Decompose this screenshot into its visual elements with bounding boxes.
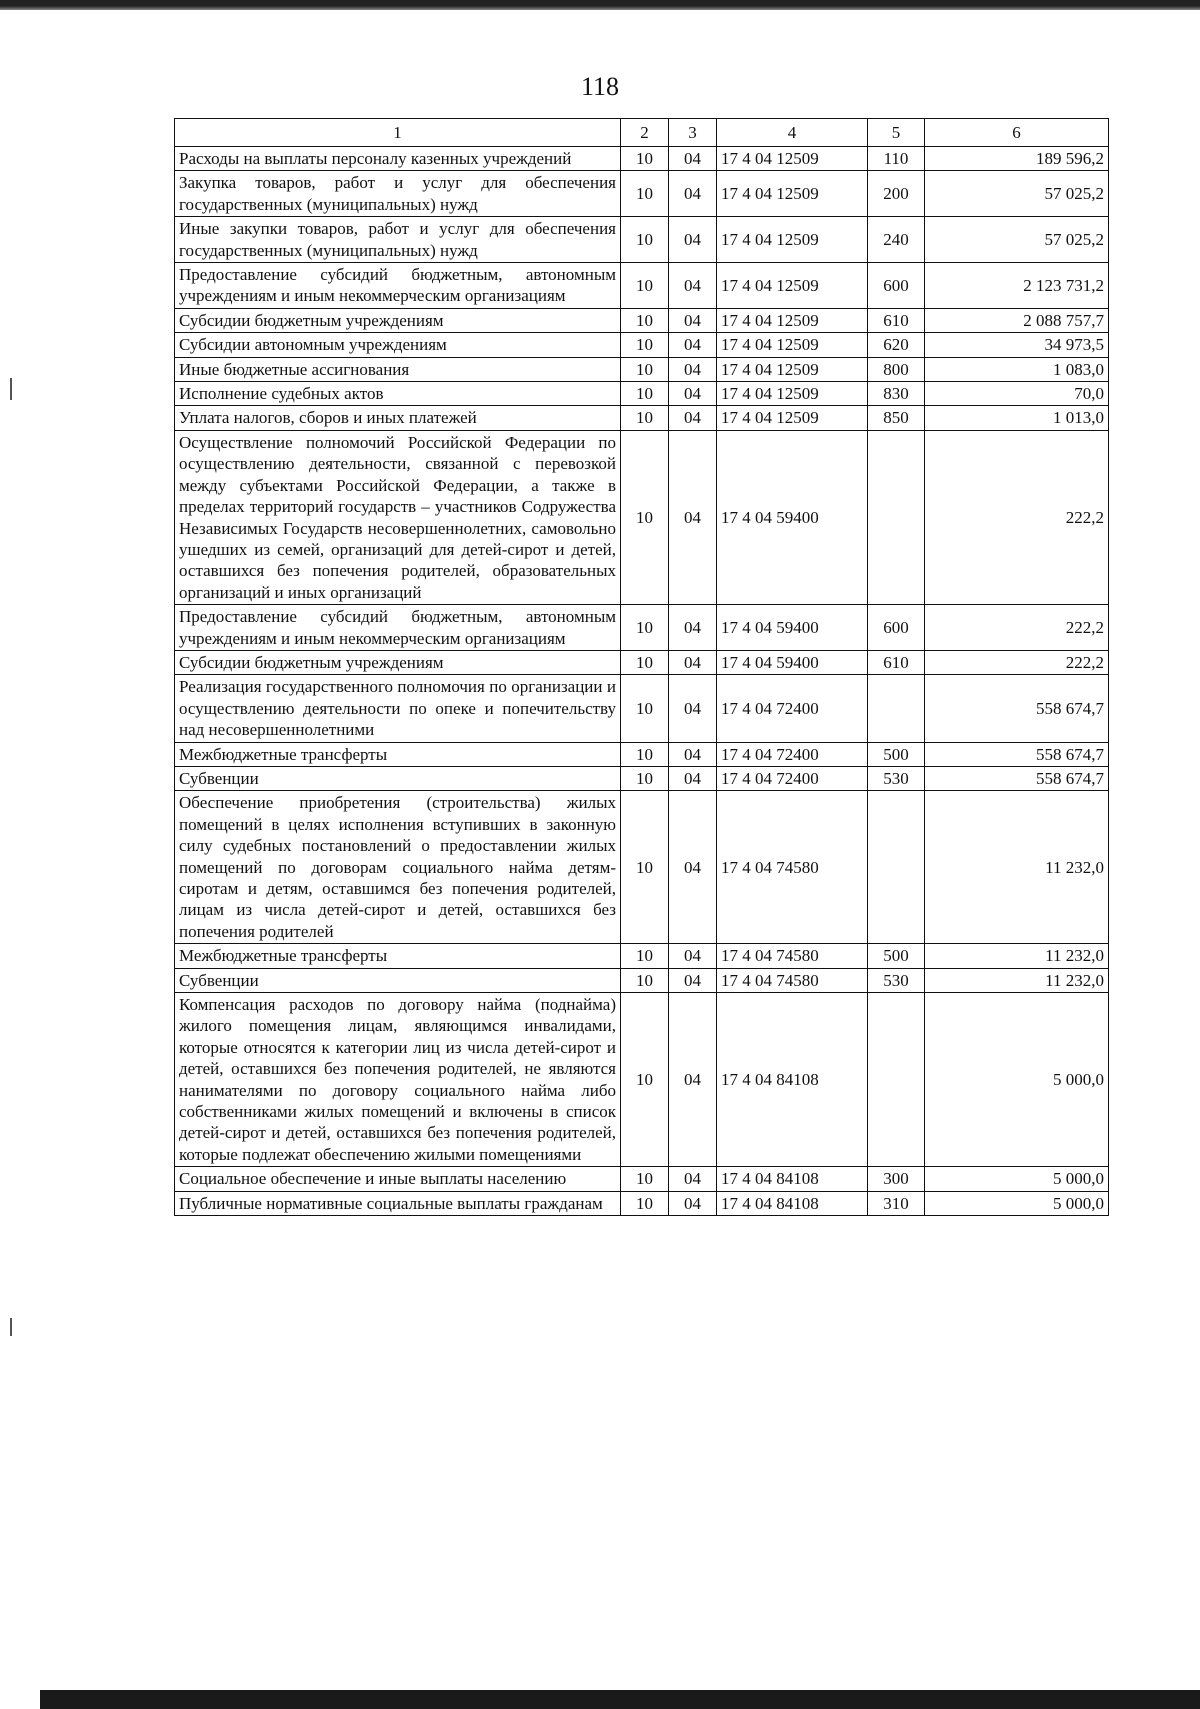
row-amount: 222,2 [925,650,1109,674]
row-subsection: 04 [669,171,717,217]
table-row [175,993,1109,1167]
header-cell: 5 [868,119,925,147]
row-name: Субсидии бюджетным учреждениям [175,308,621,332]
row-subsection: 04 [669,766,717,790]
row-section: 10 [621,650,669,674]
row-section: 10 [621,406,669,430]
row-name: Реализация государственного полномочия по организации и осуществлению деятельности по опеке и попечительству над несовершеннолетними [175,675,621,742]
row-subsection: 04 [669,430,717,604]
row-section: 10 [621,993,669,1167]
row-target-code: 17 4 04 74580 [717,944,868,968]
header-cell: 3 [669,119,717,147]
row-name: Межбюджетные трансферты [175,742,621,766]
row-amount: 5 000,0 [925,1191,1109,1215]
row-subsection: 04 [669,217,717,263]
row-subsection: 04 [669,944,717,968]
row-name: Субвенции [175,968,621,992]
row-name: Компенсация расходов по договору найма (поднайма) жилого помещения лицам, являющимся инвалидами, которые относятся к категории лиц из числа детей-сирот и детей, оставшихся без попечения родителей, не являются нанимателями по договору социального найма либо собственниками жилых помещений и включены в список детей-сирот и детей, оставшихся без попечения родителей, которые подлежат обеспечению жилыми помещениями [175,993,621,1167]
row-target-code: 17 4 04 12509 [717,171,868,217]
row-amount: 11 232,0 [925,944,1109,968]
row-expense-type: 610 [868,650,925,674]
row-target-code: 17 4 04 12509 [717,308,868,332]
row-target-code: 17 4 04 59400 [717,605,868,651]
row-subsection: 04 [669,1191,717,1215]
row-amount: 558 674,7 [925,675,1109,742]
row-expense-type: 500 [868,944,925,968]
row-target-code: 17 4 04 72400 [717,742,868,766]
table-row [175,675,1109,742]
header-cell: 2 [621,119,669,147]
row-section: 10 [621,968,669,992]
header-cell: 4 [717,119,868,147]
table-row [175,406,1109,430]
row-name: Межбюджетные трансферты [175,944,621,968]
row-subsection: 04 [669,308,717,332]
table-row [175,171,1109,217]
row-amount: 5 000,0 [925,993,1109,1167]
row-section: 10 [621,605,669,651]
row-section: 10 [621,430,669,604]
table-row [175,742,1109,766]
row-expense-type: 300 [868,1167,925,1191]
row-section: 10 [621,766,669,790]
row-target-code: 17 4 04 84108 [717,993,868,1167]
row-subsection: 04 [669,650,717,674]
row-section: 10 [621,742,669,766]
row-target-code: 17 4 04 12509 [717,382,868,406]
row-target-code: 17 4 04 12509 [717,357,868,381]
row-expense-type: 240 [868,217,925,263]
row-target-code: 17 4 04 74580 [717,968,868,992]
row-amount: 222,2 [925,430,1109,604]
row-subsection: 04 [669,605,717,651]
row-expense-type: 530 [868,968,925,992]
row-amount: 2 088 757,7 [925,308,1109,332]
row-section: 10 [621,675,669,742]
row-subsection: 04 [669,742,717,766]
row-amount: 34 973,5 [925,333,1109,357]
row-amount: 70,0 [925,382,1109,406]
table-row [175,944,1109,968]
row-target-code: 17 4 04 72400 [717,675,868,742]
table-row [175,263,1109,309]
row-target-code: 17 4 04 12509 [717,217,868,263]
row-section: 10 [621,308,669,332]
row-amount: 1 013,0 [925,406,1109,430]
row-target-code: 17 4 04 84108 [717,1191,868,1215]
row-name: Субсидии бюджетным учреждениям [175,650,621,674]
row-expense-type: 830 [868,382,925,406]
row-section: 10 [621,791,669,944]
row-expense-type [868,993,925,1167]
row-expense-type [868,675,925,742]
row-amount: 5 000,0 [925,1167,1109,1191]
row-target-code: 17 4 04 12509 [717,263,868,309]
row-name: Субсидии автономным учреждениям [175,333,621,357]
row-target-code: 17 4 04 74580 [717,791,868,944]
row-section: 10 [621,171,669,217]
row-name: Иные бюджетные ассигнования [175,357,621,381]
row-subsection: 04 [669,791,717,944]
row-amount: 11 232,0 [925,968,1109,992]
table-row [175,430,1109,604]
row-amount: 57 025,2 [925,217,1109,263]
header-cell: 6 [925,119,1109,147]
row-name: Предоставление субсидий бюджетным, автономным учреждениям и иным некоммерческим организациям [175,605,621,651]
row-amount: 1 083,0 [925,357,1109,381]
row-target-code: 17 4 04 12509 [717,147,868,171]
table-row [175,147,1109,171]
row-section: 10 [621,147,669,171]
table-row [175,382,1109,406]
row-subsection: 04 [669,263,717,309]
row-name: Иные закупки товаров, работ и услуг для обеспечения государственных (муниципальных) нужд [175,217,621,263]
row-section: 10 [621,333,669,357]
row-name: Осуществление полномочий Российской Федерации по осуществлению деятельности, связанной с перевозкой между субъектами Российской Федерации, а также в пределах территорий государств – участников Содружества Независимых Государств несовершеннолетних, самовольно ушедших из семей, организаций для детей-сирот и детей, оставшихся без попечения родителей, образовательных организаций и иных организаций [175,430,621,604]
row-amount: 57 025,2 [925,171,1109,217]
row-section: 10 [621,217,669,263]
row-name: Расходы на выплаты персоналу казенных учреждений [175,147,621,171]
row-expense-type: 610 [868,308,925,332]
row-expense-type: 500 [868,742,925,766]
row-expense-type: 530 [868,766,925,790]
row-target-code: 17 4 04 12509 [717,333,868,357]
row-subsection: 04 [669,406,717,430]
table-row [175,217,1109,263]
row-name: Публичные нормативные социальные выплаты гражданам [175,1191,621,1215]
table-row [175,791,1109,944]
row-section: 10 [621,382,669,406]
row-subsection: 04 [669,333,717,357]
row-section: 10 [621,357,669,381]
budget-table [174,118,1109,1216]
row-name: Предоставление субсидий бюджетным, автономным учреждениям и иным некоммерческим организациям [175,263,621,309]
table-row [175,1191,1109,1215]
row-target-code: 17 4 04 72400 [717,766,868,790]
scan-left-mark [10,1318,12,1336]
row-section: 10 [621,944,669,968]
row-name: Закупка товаров, работ и услуг для обеспечения государственных (муниципальных) нужд [175,171,621,217]
row-name: Исполнение судебных актов [175,382,621,406]
row-subsection: 04 [669,968,717,992]
table-row [175,650,1109,674]
row-expense-type: 620 [868,333,925,357]
table-row [175,766,1109,790]
row-expense-type: 110 [868,147,925,171]
row-amount: 2 123 731,2 [925,263,1109,309]
row-target-code: 17 4 04 59400 [717,430,868,604]
row-target-code: 17 4 04 12509 [717,406,868,430]
row-expense-type [868,791,925,944]
row-target-code: 17 4 04 59400 [717,650,868,674]
scan-bottom-edge [40,1690,1200,1709]
row-amount: 222,2 [925,605,1109,651]
row-subsection: 04 [669,1167,717,1191]
row-expense-type: 600 [868,605,925,651]
row-amount: 11 232,0 [925,791,1109,944]
row-section: 10 [621,1191,669,1215]
scan-left-mark [10,378,12,400]
header-cell: 1 [175,119,621,147]
row-subsection: 04 [669,675,717,742]
table-row [175,605,1109,651]
row-amount: 189 596,2 [925,147,1109,171]
row-target-code: 17 4 04 84108 [717,1167,868,1191]
table-row [175,968,1109,992]
header-row [175,119,1109,147]
row-section: 10 [621,263,669,309]
row-subsection: 04 [669,993,717,1167]
table-row [175,308,1109,332]
table-row [175,333,1109,357]
row-expense-type [868,430,925,604]
row-name: Субвенции [175,766,621,790]
row-name: Обеспечение приобретения (строительства) жилых помещений в целях исполнения вступивших в законную силу судебных постановлений о предоставлении жилых помещений по договорам социального найма детям-сиротам и детям, оставшимся без попечения родителей, лицам из числа детей-сирот и детей, оставшихся без попечения родителей [175,791,621,944]
row-expense-type: 800 [868,357,925,381]
row-subsection: 04 [669,382,717,406]
row-expense-type: 310 [868,1191,925,1215]
scan-top-edge [0,0,1200,10]
row-name: Социальное обеспечение и иные выплаты населению [175,1167,621,1191]
row-subsection: 04 [669,147,717,171]
page-number: 118 [580,72,620,101]
row-expense-type: 200 [868,171,925,217]
table-row [175,357,1109,381]
row-expense-type: 850 [868,406,925,430]
table-row [175,1167,1109,1191]
row-name: Уплата налогов, сборов и иных платежей [175,406,621,430]
row-amount: 558 674,7 [925,766,1109,790]
row-expense-type: 600 [868,263,925,309]
row-section: 10 [621,1167,669,1191]
row-subsection: 04 [669,357,717,381]
row-amount: 558 674,7 [925,742,1109,766]
